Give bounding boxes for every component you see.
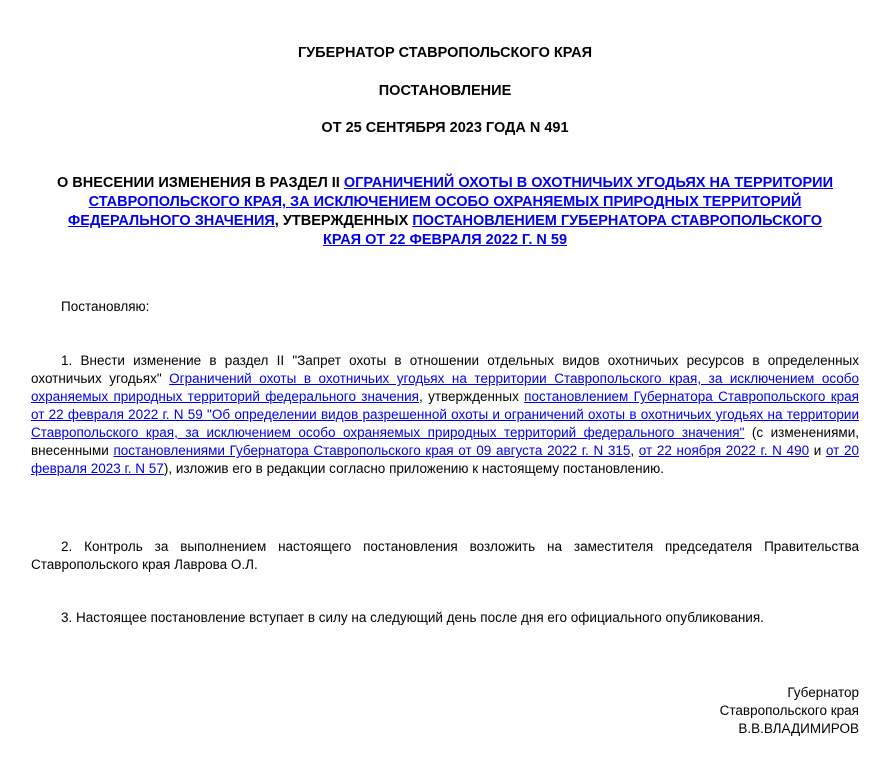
title-text-2: , УТВЕРЖДЕННЫХ (274, 213, 413, 229)
p1-link-decree-490[interactable]: от 22 ноября 2022 г. N 490 (638, 443, 810, 458)
signature-title: Губернатор (787, 685, 859, 700)
p1-link-decree-57[interactable]: от 20 февраля 2023 г. N 57 (31, 443, 859, 476)
signature-name: В.В.ВЛАДИМИРОВ (738, 721, 859, 736)
paragraph-3: 3. Настоящее постановление вступает в силу на следующий день после дня его официального опубликования. (61, 610, 764, 625)
p1-text-5: и (809, 443, 826, 458)
p1-link-hunting-restrictions[interactable]: Ограничений охоты в охотничьих угодьях на территории Ставропольского края, за исключением особо охраняемых природных территорий федерального значения (31, 371, 859, 404)
p1-text-2: , утвержденных (419, 389, 525, 404)
document-type: ПОСТАНОВЛЕНИЕ (378, 83, 512, 99)
p1-text-3: (с изменениями, внесенными (31, 425, 859, 458)
issuing-authority: ГУБЕРНАТОР СТАВРОПОЛЬСКОГО КРАЯ (297, 45, 593, 61)
p1-text-4: , (630, 443, 639, 458)
title-link-governor-decree[interactable]: ПОСТАНОВЛЕНИЕМ ГУБЕРНАТОРА СТАВРОПОЛЬСКОГО КРАЯ ОТ 22 ФЕВРАЛЯ 2022 Г. N 59 (322, 213, 823, 248)
signature-region: Ставропольского края (719, 703, 859, 718)
document-title (56, 174, 834, 250)
paragraph-1 (31, 352, 859, 478)
paragraph-2: 2. Контроль за выполнением настоящего постановления возложить на заместителя председателя Правительства Ставропольского края Лаврова О.Л. (31, 539, 859, 572)
p1-link-decree-315[interactable]: постановлениями Губернатора Ставропольского края от 09 августа 2022 г. N 315 (113, 443, 631, 458)
document-date-number: ОТ 25 СЕНТЯБРЯ 2023 ГОДА N 491 (321, 120, 569, 136)
title-link-hunting-restrictions[interactable]: ОГРАНИЧЕНИЙ ОХОТЫ В ОХОТНИЧЬИХ УГОДЬЯХ НА ТЕРРИТОРИИ СТАВРОПОЛЬСКОГО КРАЯ, ЗА ИСКЛЮЧЕНИЕМ ОСОБО ОХРАНЯЕМЫХ ПРИРОДНЫХ ТЕРРИТОРИЙ ФЕДЕРАЛЬНОГО ЗНАЧЕНИЯ (67, 175, 834, 229)
p1-text-6: ), изложив его в редакции согласно приложению к настоящему постановлению. (163, 461, 665, 476)
intro-decree-word: Постановляю: (61, 299, 150, 314)
p1-link-decree-59[interactable]: постановлением Губернатора Ставропольского края от 22 февраля 2022 г. N 59 "Об определении видов разрешенной охоты и ограничений охоты в охотничьих угодьях на территории Ставропольского края, за исключением особо охраняемых природных территорий федерального значения" (31, 389, 859, 440)
p1-text-1: 1. Внести изменение в раздел II "Запрет охоты в отношении отдельных видов охотничьих ресурсов в определенных охотничьих угодьях" (31, 353, 859, 386)
title-text-1: О ВНЕСЕНИИ ИЗМЕНЕНИЯ В РАЗДЕЛ II (56, 175, 344, 191)
signature-block (720, 684, 859, 738)
